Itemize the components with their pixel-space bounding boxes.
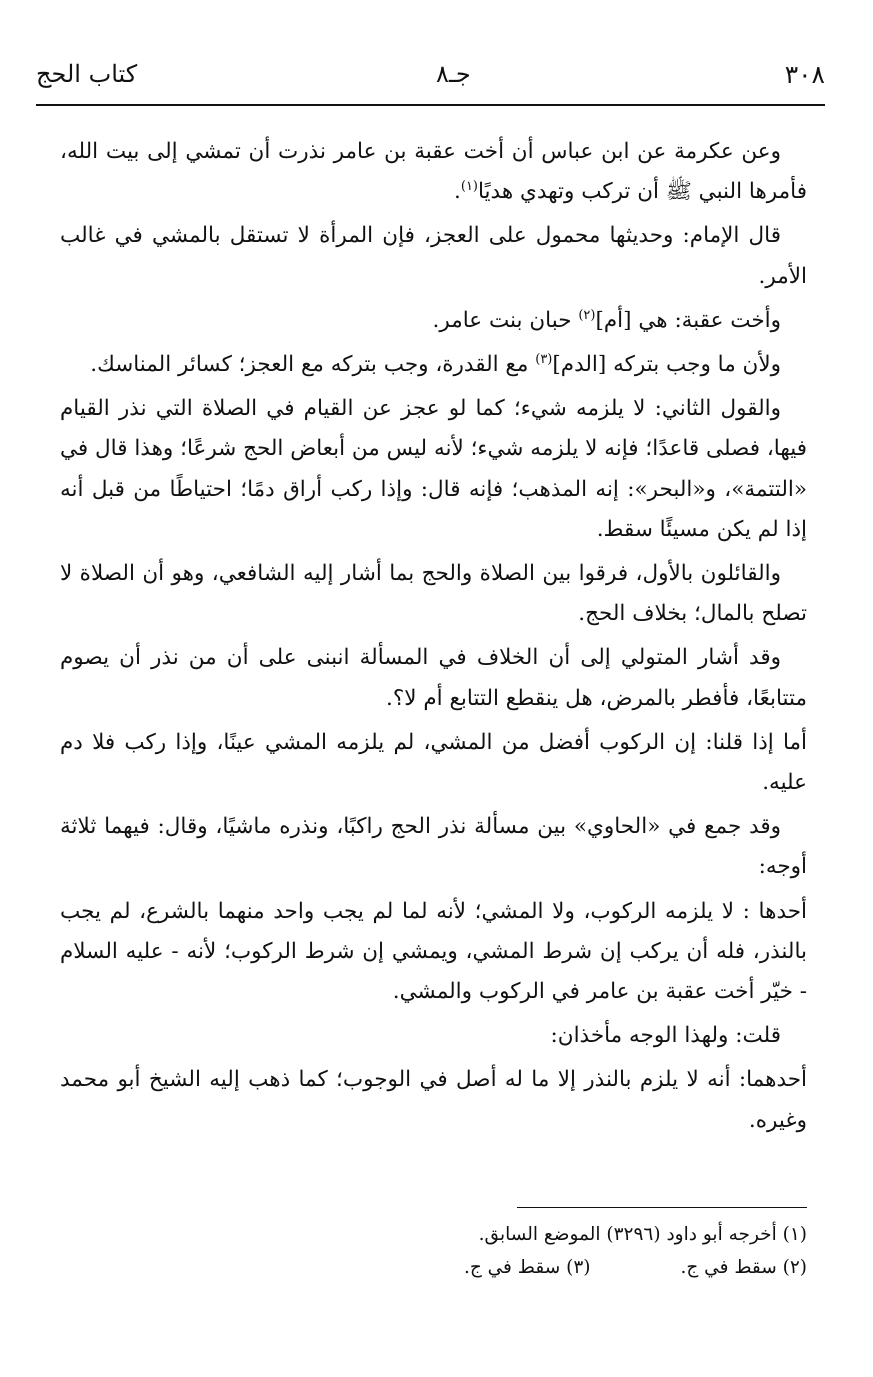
paragraph-text: . <box>454 179 461 205</box>
paragraph: والقول الثاني: لا يلزمه شيء؛ كما لو عجز عن القيام في الصلاة التي نذر القيام فيها، فصلى قاعدًا؛ فإنه لا يلزمه شيء؛ لأنه ليس من أبعاض الحج شرعًا؛ وهذا قال في «التتمة»، و«البحر»: إنه المذهب؛ فإنه قال: وإذا ركب أراق دمًا؛ احتياطًا من قبل أنه إذا لم يكن مسيئًا سقط. <box>60 396 807 542</box>
footnote-ref: (٢) <box>578 307 596 323</box>
paragraph-text: وأخت عقبة: هي [أم] <box>595 307 781 333</box>
main-text <box>60 132 807 1145</box>
footnote-rule <box>517 1207 807 1208</box>
footnote-2: (٢) سقط في ج. <box>680 1257 807 1278</box>
volume-label: جـ٨ <box>436 60 471 88</box>
footnote-ref: (١) <box>460 179 478 195</box>
paragraph: وقد أشار المتولي إلى أن الخلاف في المسألة انبنى على أن من نذر أن يصوم متتابعًا، فأفطر بالمرض، هل ينقطع التتابع أم لا؟. <box>60 645 807 711</box>
footnote-row <box>60 1251 807 1284</box>
paragraph: أما إذا قلنا: إن الركوب أفضل من المشي، لم يلزمه المشي عينًا، وإذا ركب فلا دم عليه. <box>60 729 807 796</box>
book-title: كتاب الحج <box>36 60 138 88</box>
paragraph <box>60 132 807 212</box>
paragraph: قلت: ولهذا الوجه مأخذان: <box>550 1023 781 1049</box>
paragraph-text: حبان بنت عامر. <box>432 307 579 333</box>
page-number: ٣٠٨ <box>784 60 825 89</box>
paragraph: والقائلون بالأول، فرقوا بين الصلاة والحج بما أشار إليه الشافعي، وهو أن الصلاة لا تصلح بالمال؛ بخلاف الحج. <box>60 561 807 627</box>
running-header <box>36 58 825 98</box>
paragraph-text: ولأن ما وجب بتركه [الدم] <box>552 352 781 378</box>
footnote-1: (١) أخرجه أبو داود (٣٢٩٦) الموضع السابق. <box>478 1224 807 1245</box>
paragraph: قال الإمام: وحديثها محمول على العجز، فإن المرأة لا تستقل بالمشي في غالب الأمر. <box>60 223 807 289</box>
paragraph-text: وعن عكرمة عن ابن عباس أن أخت عقبة بن عامر نذرت أن تمشي إلى بيت الله، فأمرها النبي ﷺ أن تركب وتهدي هديًا <box>60 139 807 205</box>
footnotes <box>60 1218 807 1284</box>
header-rule <box>36 104 825 106</box>
paragraph <box>60 345 807 385</box>
paragraph: أحدها : لا يلزمه الركوب، ولا المشي؛ لأنه لما لم يجب واحد منهما بالشرع، لم يجب بالنذر، فله أن يركب إن شرط المشي، ويمشي إن شرط الركوب؛ لأنه - عليه السلام - خيّر أخت عقبة بن عامر في الركوب والمشي. <box>60 898 807 1005</box>
paragraph: أحدهما: أنه لا يلزم بالنذر إلا ما له أصل في الوجوب؛ كما ذهب إليه الشيخ أبو محمد وغيره. <box>60 1067 807 1133</box>
footnote-ref: (٣) <box>535 351 553 367</box>
footnote-3: (٣) سقط في ج. <box>463 1257 591 1278</box>
paragraph-text: مع القدرة، وجب بتركه مع العجز؛ كسائر المناسك. <box>90 352 536 378</box>
paragraph: وقد جمع في «الحاوي» بين مسألة نذر الحج راكبًا، ونذره ماشيًا، وقال: فيهما ثلاثة أوجه: <box>60 814 807 880</box>
paragraph <box>60 301 807 341</box>
